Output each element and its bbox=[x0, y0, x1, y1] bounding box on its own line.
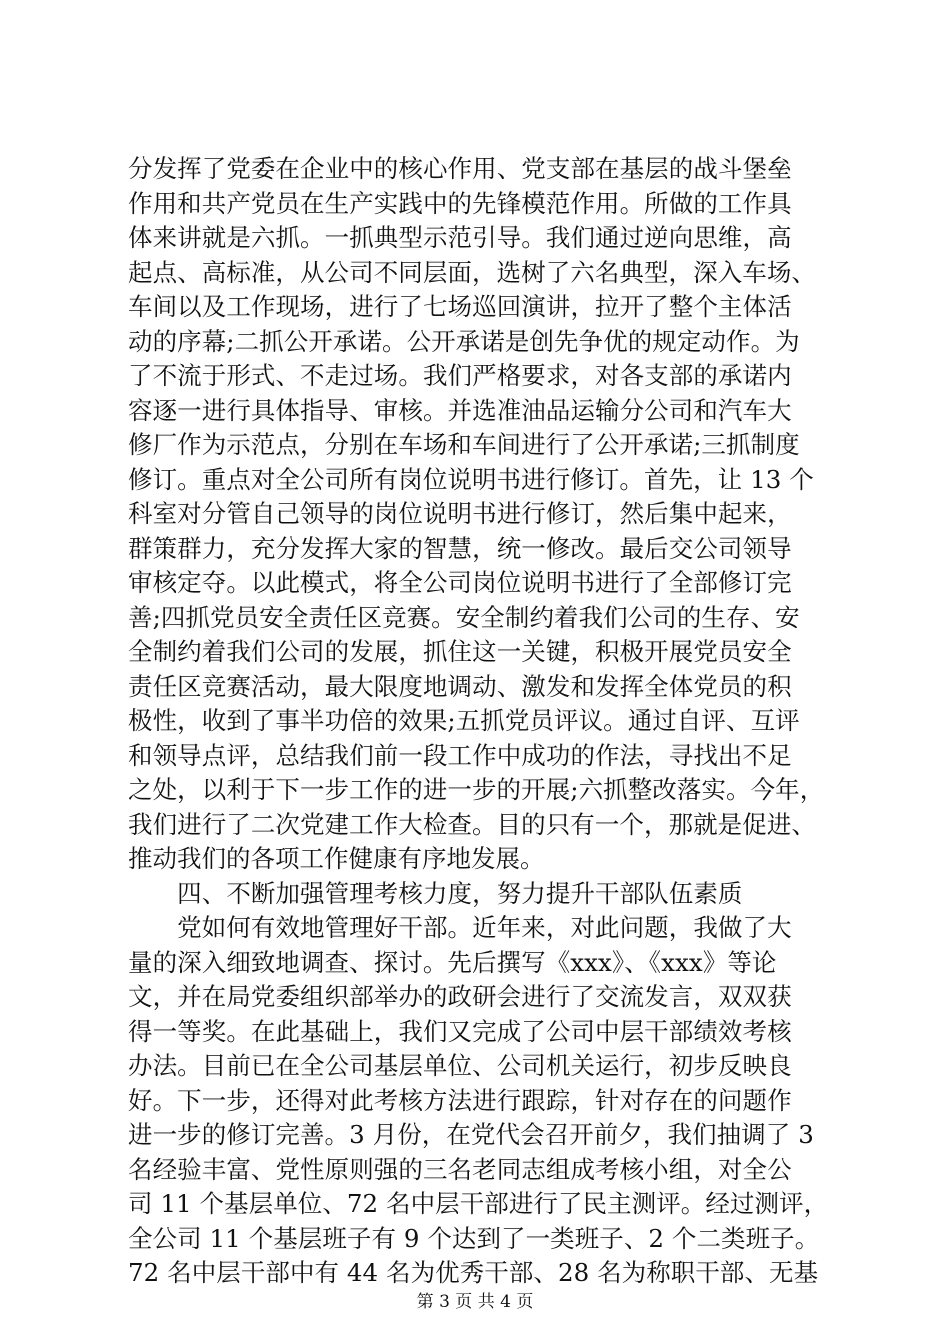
text-line: 得一等奖。在此基础上，我们又完成了公司中层干部绩效考核 bbox=[128, 1016, 792, 1046]
text-line: 了不流于形式、不走过场。我们严格要求，对各支部的承诺内 bbox=[128, 361, 792, 390]
text-line: 办法。目前已在全公司基层单位、公司机关运行，初步反映良 bbox=[128, 1051, 792, 1080]
text-line: 之处，以利于下一步工作的进一步的开展;六抓整改落实。今年， bbox=[128, 775, 825, 804]
text-line: 修厂作为示范点，分别在车场和车间进行了公开承诺;三抓制度 bbox=[128, 430, 800, 459]
text-line: 全公司 11 个基层班子有 9 个达到了一类班子、2 个二类班子。 bbox=[128, 1223, 820, 1253]
text-line: 容逐一进行具体指导、审核。并选准油品运输分公司和汽车大 bbox=[128, 395, 792, 425]
text-line: 起点、高标准，从公司不同层面，选树了六名典型，深入车场、 bbox=[128, 257, 816, 287]
text-line: 修订。重点对全公司所有岗位说明书进行修订。首先，让 13 个 bbox=[128, 464, 814, 494]
text-line: 善;四抓党员安全责任区竞赛。安全制约着我们公司的生存、安 bbox=[128, 602, 800, 632]
body-text bbox=[128, 152, 828, 1291]
text-line: 科室对分管自己领导的岗位说明书进行修订，然后集中起来， bbox=[128, 499, 792, 528]
text-line: 极性，收到了事半功倍的效果;五抓党员评议。通过自评、互评 bbox=[128, 706, 800, 735]
text-line: 四、不断加强管理考核力度，努力提升干部队伍素质 bbox=[128, 878, 743, 908]
text-line: 体来讲就是六抓。一抓典型示范引导。我们通过逆向思维，高 bbox=[128, 223, 792, 252]
text-line: 72 名中层干部中有 44 名为优秀干部、28 名为称职干部、无基 bbox=[128, 1258, 819, 1287]
page-footer: 第 3 页 共 4 页 bbox=[416, 1292, 534, 1312]
text-line: 分发挥了党委在企业中的核心作用、党支部在基层的战斗堡垒 bbox=[128, 154, 792, 183]
text-line: 量的深入细致地调查、探讨。先后撰写《xxx》、《xxx》等论 bbox=[128, 947, 777, 977]
text-line: 车间以及工作现场，进行了七场巡回演讲，拉开了整个主体活 bbox=[128, 292, 792, 321]
text-line: 党如何有效地管理好干部。近年来，对此问题，我做了大 bbox=[128, 913, 792, 942]
text-line: 作用和共产党员在生产实践中的先锋模范作用。所做的工作具 bbox=[128, 188, 792, 218]
text-line: 推动我们的各项工作健康有序地发展。 bbox=[128, 844, 545, 873]
text-line: 名经验丰富、党性原则强的三名老同志组成考核小组，对全公 bbox=[128, 1154, 792, 1184]
text-line: 动的序幕;二抓公开承诺。公开承诺是创先争优的规定动作。为 bbox=[128, 326, 800, 356]
text-line: 司 11 个基层单位、72 名中层干部进行了民主测评。经过测评， bbox=[128, 1189, 829, 1218]
text-line: 文，并在局党委组织部举办的政研会进行了交流发言，双双获 bbox=[128, 982, 792, 1011]
text-line: 责任区竞赛活动，最大限度地调动、激发和发挥全体党员的积 bbox=[128, 671, 792, 701]
text-line: 进一步的修订完善。3 月份，在党代会召开前夕，我们抽调了 3 bbox=[128, 1120, 814, 1149]
text-line: 全制约着我们公司的发展，抓住这一关键，积极开展党员安全 bbox=[128, 637, 792, 666]
text-line: 群策群力，充分发挥大家的智慧，统一修改。最后交公司领导 bbox=[128, 533, 792, 563]
text-line: 我们进行了二次党建工作大检查。目的只有一个，那就是促进、 bbox=[128, 809, 816, 839]
text-line: 好。下一步，还得对此考核方法进行跟踪，针对存在的问题作 bbox=[128, 1085, 792, 1115]
text-line: 和领导点评，总结我们前一段工作中成功的作法，寻找出不足 bbox=[128, 740, 792, 770]
text-line: 审核定夺。以此模式，将全公司岗位说明书进行了全部修订完 bbox=[128, 568, 792, 597]
